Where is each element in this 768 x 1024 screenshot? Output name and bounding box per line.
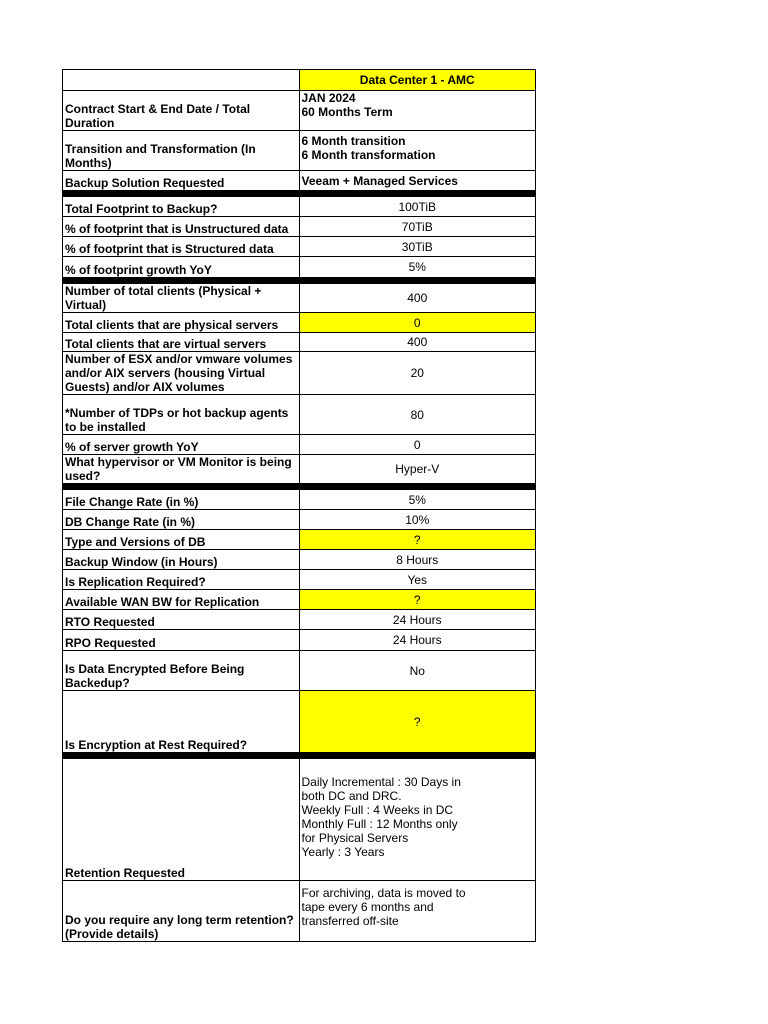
answer-cell: ?: [299, 530, 536, 550]
table-row: [63, 530, 536, 550]
question-cell: Backup Solution Requested: [63, 171, 300, 191]
answer-cell: 5%: [299, 490, 536, 510]
table-row: [63, 759, 536, 881]
answer-cell: 400: [299, 284, 536, 313]
answer-cell: [299, 131, 536, 171]
question-cell: Do you require any long term retention? (Provide details): [63, 881, 300, 942]
answer-cell: 80: [299, 395, 536, 435]
table-row: [63, 510, 536, 530]
answer-cell: ?: [299, 691, 536, 753]
header-row: [63, 70, 536, 91]
question-cell: Retention Requested: [63, 759, 300, 881]
table-row: [63, 881, 536, 942]
table-row: [63, 435, 536, 455]
table-row: [63, 550, 536, 570]
question-cell: File Change Rate (in %): [63, 490, 300, 510]
answer-cell: 0: [299, 313, 536, 333]
answer-cell: No: [299, 651, 536, 691]
requirements-table: [62, 69, 536, 942]
table-row: [63, 333, 536, 352]
answer-cell: Veeam + Managed Services: [299, 171, 536, 191]
answer-cell: 0: [299, 435, 536, 455]
question-cell: Is Data Encrypted Before Being Backedup?: [63, 651, 300, 691]
question-cell: Available WAN BW for Replication: [63, 590, 300, 610]
column-header: Data Center 1 - AMC: [299, 70, 536, 91]
table-row: [63, 91, 536, 131]
table-row: [63, 630, 536, 651]
question-cell: *Number of TDPs or hot backup agents to be installed: [63, 395, 300, 435]
answer-cell: 5%: [299, 257, 536, 278]
answer-cell: 10%: [299, 510, 536, 530]
table-row: [63, 651, 536, 691]
question-cell: Total clients that are virtual servers: [63, 333, 300, 352]
question-cell: Number of total clients (Physical + Virtual): [63, 284, 300, 313]
table-row: [63, 590, 536, 610]
answer-cell: 30TiB: [299, 237, 536, 257]
question-cell: RTO Requested: [63, 610, 300, 630]
table-row: [63, 570, 536, 590]
answer-cell: 20: [299, 352, 536, 395]
answer-line: 60 Months Term: [301, 105, 393, 119]
table-row: [63, 217, 536, 237]
answer-cell: 100TiB: [299, 197, 536, 217]
table-row: [63, 490, 536, 510]
answer-cell: 8 Hours: [299, 550, 536, 570]
question-cell: Type and Versions of DB: [63, 530, 300, 550]
question-cell: Number of ESX and/or vmware volumes and/or AIX servers (housing Virtual Guests) and/or AIX volumes: [63, 352, 300, 395]
table-row: [63, 237, 536, 257]
question-cell: % of footprint that is Structured data: [63, 237, 300, 257]
answer-cell: Daily Incremental : 30 Days in both DC and DRC. Weekly Full : 4 Weeks in DC Monthly Full : 12 Months only for Physical Servers Yearly : 3 Years: [299, 759, 536, 881]
answer-cell: For archiving, data is moved to tape every 6 months and transferred off-site: [299, 881, 536, 942]
answer-cell: Hyper-V: [299, 455, 536, 484]
answer-cell: 70TiB: [299, 217, 536, 237]
question-cell: Total clients that are physical servers: [63, 313, 300, 333]
table-row: [63, 197, 536, 217]
question-cell: Is Encryption at Rest Required?: [63, 691, 300, 753]
table-row: [63, 395, 536, 435]
question-cell: What hypervisor or VM Monitor is being used?: [63, 455, 300, 484]
question-cell: % of footprint growth YoY: [63, 257, 300, 278]
question-cell: Backup Window (in Hours): [63, 550, 300, 570]
answer-cell: 400: [299, 333, 536, 352]
table-row: [63, 610, 536, 630]
answer-cell: ?: [299, 590, 536, 610]
table-row: [63, 257, 536, 278]
question-cell: Total Footprint to Backup?: [63, 197, 300, 217]
question-cell: % of footprint that is Unstructured data: [63, 217, 300, 237]
question-cell: Contract Start & End Date / Total Duration: [63, 91, 300, 131]
question-cell: Is Replication Required?: [63, 570, 300, 590]
answer-cell: 24 Hours: [299, 610, 536, 630]
answer-line: JAN 2024: [301, 91, 356, 105]
table-row: [63, 131, 536, 171]
answer-line: 6 Month transition: [301, 134, 406, 148]
answer-cell: [299, 91, 536, 131]
question-cell: RPO Requested: [63, 630, 300, 651]
table-row: [63, 352, 536, 395]
empty-header-cell: [63, 70, 300, 91]
question-cell: DB Change Rate (in %): [63, 510, 300, 530]
table-row: [63, 284, 536, 313]
table-row: [63, 313, 536, 333]
question-cell: % of server growth YoY: [63, 435, 300, 455]
answer-cell: Yes: [299, 570, 536, 590]
question-cell: Transition and Transformation (In Months): [63, 131, 300, 171]
table-row: [63, 171, 536, 191]
table-row: [63, 691, 536, 753]
answer-line: 6 Month transformation: [301, 148, 436, 162]
answer-cell: 24 Hours: [299, 630, 536, 651]
table-row: [63, 455, 536, 484]
